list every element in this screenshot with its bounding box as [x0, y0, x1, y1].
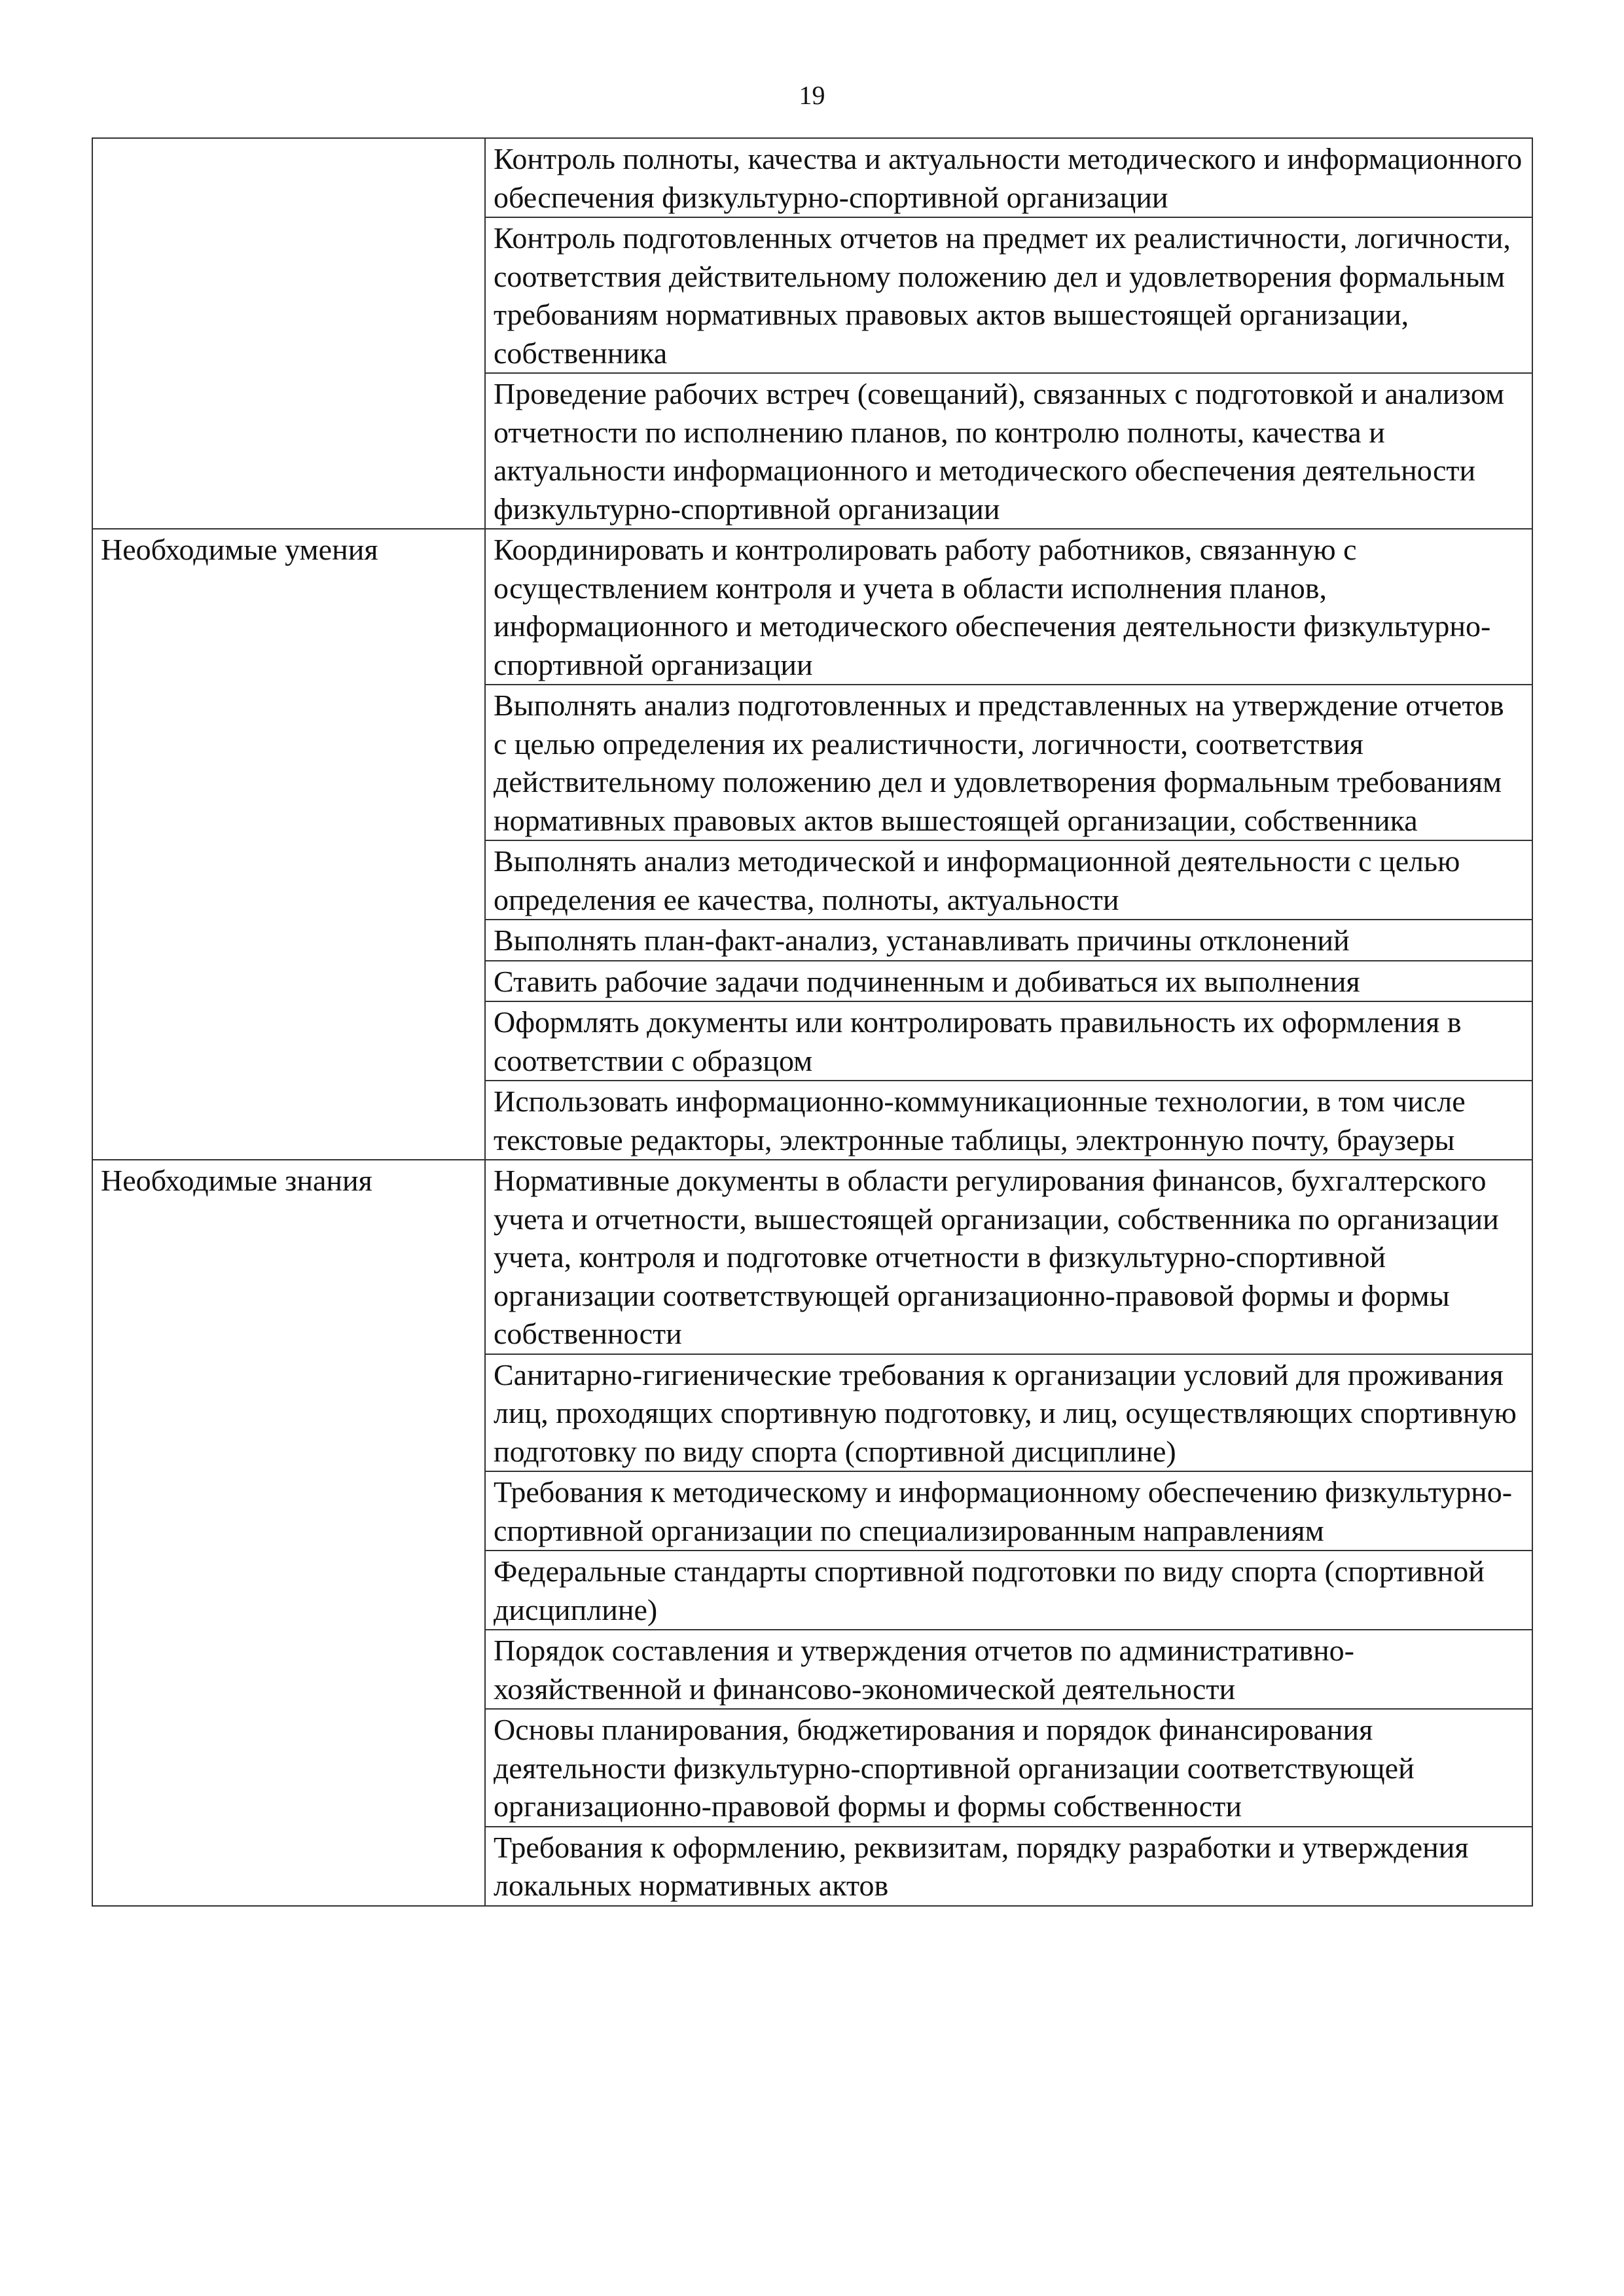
table-row — [92, 1160, 1532, 1354]
table-cell-item: Требования к оформлению, реквизитам, порядку разработки и утверждения локальных нормативных актов — [485, 1827, 1532, 1906]
table-cell-item: Контроль полноты, качества и актуальности методического и информационного обеспечения физкультурно-спортивной организации — [485, 138, 1532, 217]
section-label-empty — [92, 138, 485, 529]
table-cell-item: Ставить рабочие задачи подчиненным и добиваться их выполнения — [485, 961, 1532, 1002]
table-cell-item: Выполнять анализ методической и информационной деятельности с целью определения ее качества, полноты, актуальности — [485, 840, 1532, 920]
section-label-knowledge: Необходимые знания — [92, 1160, 485, 1906]
table-cell-item: Нормативные документы в области регулирования финансов, бухгалтерского учета и отчетности, вышестоящей организации, собственника по организации учета, контроля и подготовке отчетности в физкультурно-спортивной организации соответствующей организационно-правовой формы и формы собственности — [485, 1160, 1532, 1354]
table-cell-item: Санитарно-гигиенические требования к организации условий для проживания лиц, проходящих спортивную подготовку, и лиц, осуществляющих спортивную подготовку по виду спорта (спортивной дисциплине) — [485, 1354, 1532, 1472]
requirements-table — [92, 137, 1533, 1907]
table-cell-item: Выполнять план-факт-анализ, устанавливать причины отклонений — [485, 920, 1532, 961]
section-label-skills: Необходимые умения — [92, 529, 485, 1160]
page-number: 19 — [799, 81, 825, 110]
table-cell-item: Порядок составления и утверждения отчетов по административно-хозяйственной и финансово-экономической деятельности — [485, 1630, 1532, 1709]
table-cell-item: Использовать информационно-коммуникационные технологии, в том числе текстовые редакторы, электронные таблицы, электронную почту, браузеры — [485, 1081, 1532, 1160]
table-row — [92, 529, 1532, 685]
table-row — [92, 138, 1532, 217]
table-cell-item: Выполнять анализ подготовленных и представленных на утверждение отчетов с целью определения их реалистичности, логичности, соответствия действительному положению дел и удовлетворения формальным требованиям нормативных правовых актов вышестоящей организации, собственника — [485, 685, 1532, 840]
table-cell-item: Оформлять документы или контролировать правильность их оформления в соответствии с образцом — [485, 1001, 1532, 1081]
table-cell-item: Основы планирования, бюджетирования и порядок финансирования деятельности физкультурно-спортивной организации соответствующей организационно-правовой формы и формы собственности — [485, 1709, 1532, 1827]
table-cell-item: Координировать и контролировать работу работников, связанную с осуществлением контроля и учета в области исполнения планов, информационного и методического обеспечения деятельности физкультурно-спортивной организации — [485, 529, 1532, 685]
table-cell-item: Федеральные стандарты спортивной подготовки по виду спорта (спортивной дисциплине) — [485, 1551, 1532, 1630]
table-cell-item: Требования к методическому и информационному обеспечению физкультурно-спортивной организации по специализированным направлениям — [485, 1471, 1532, 1551]
table-cell-item: Проведение рабочих встреч (совещаний), связанных с подготовкой и анализом отчетности по исполнению планов, по контролю полноты, качества и актуальности информационного и методического обеспечения деятельности физкультурно-спортивной организации — [485, 373, 1532, 529]
table-cell-item: Контроль подготовленных отчетов на предмет их реалистичности, логичности, соответствия действительному положению дел и удовлетворения формальным требованиям нормативных правовых актов вышестоящей организации, собственника — [485, 217, 1532, 373]
